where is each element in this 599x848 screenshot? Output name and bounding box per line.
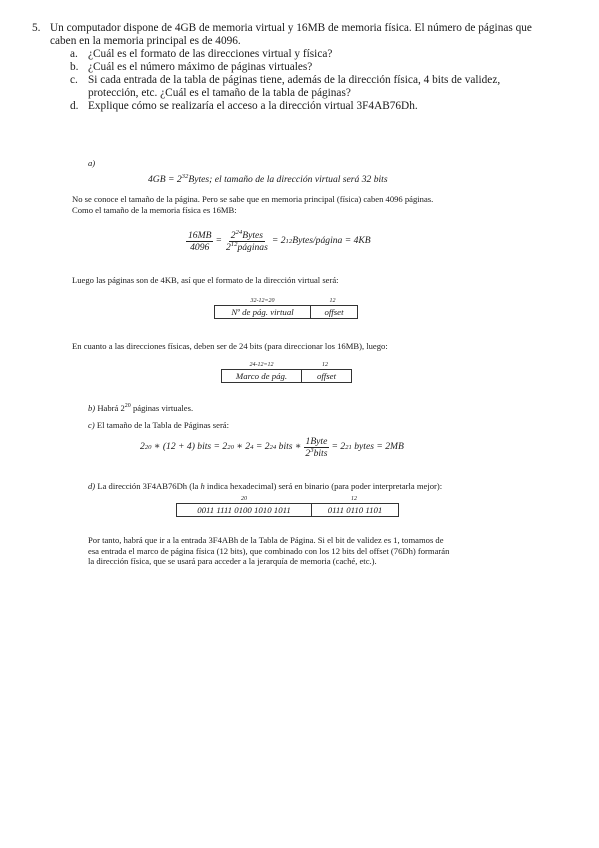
equation-page-size: $\frac{16MB}{4096}$ = $\frac{2^{24}Bytes}{2^{12}páginas}$ = 2 12 Bytes/página = 4KB xyxy=(188,228,371,253)
virtual-bits-vpn: 32-12=20 xyxy=(250,298,275,304)
paragraph-virtual-format: Luego las páginas son de 4KB, así que el formato de la dirección virtual será: xyxy=(72,275,339,285)
answer-c-label: c) xyxy=(88,420,95,430)
question-number: 5. xyxy=(32,22,41,34)
answer-b xyxy=(88,403,193,414)
virtual-address-format xyxy=(214,305,358,319)
physical-bits-frame: 24-12=12 xyxy=(249,362,274,368)
question-block xyxy=(20,22,560,113)
equation-4gb xyxy=(148,172,388,186)
paragraph-physical-format: En cuanto a las direcciones físicas, deben ser de 24 bits (para direccionar los 16MB), luego: xyxy=(72,341,388,351)
paragraph-line: Por tanto, habrá que ir a la entrada 3F4ABh de la Tabla de Página. Si el bit de validez es 1, tomamos de xyxy=(88,535,444,545)
fraction-bytes-pages xyxy=(224,230,270,253)
page-frame-field: Marco de pág. xyxy=(235,371,288,381)
item-text-line-1: Si cada entrada de la tabla de páginas tiene, además de la dirección física, 4 bits de validez, xyxy=(88,74,501,86)
eq-part: 2 xyxy=(230,230,236,241)
answer-c xyxy=(88,420,229,431)
paragraph-line: esa entrada el marco de página física (12 bits), que combinado con los 12 bits del offset (76Dh) formarán xyxy=(88,545,450,556)
binary-bits-offset: 12 xyxy=(351,496,357,502)
eq-exp: 12 xyxy=(230,240,238,248)
question-intro-line-2: caben en la memoria principal es de 4096. xyxy=(50,35,241,47)
answer-a-label: a) xyxy=(88,158,96,168)
eq-part: Bytes; el tamaño de la dirección virtual será 32 bits xyxy=(188,174,388,185)
answer-d-text: h xyxy=(200,481,205,491)
answer-b-label: b) xyxy=(88,403,96,413)
fraction-16mb-4096 xyxy=(186,230,213,253)
item-label: c. xyxy=(70,74,78,86)
answer-b-text: Habrá 2 xyxy=(97,403,125,413)
fraction-numerator: 1Byte xyxy=(305,436,328,447)
fraction-denominator: 4096 xyxy=(190,242,210,253)
eq-part: = 2 xyxy=(331,441,346,453)
item-text: ¿Cuál es el número máximo de páginas virtuales? xyxy=(88,61,313,73)
fraction-byte-bits xyxy=(303,436,329,459)
binary-offset-field: 0111 0110 1101 xyxy=(311,504,398,516)
fraction-denominator xyxy=(224,242,270,253)
physical-address-format xyxy=(221,369,352,383)
answer-d-text: La dirección 3F4AB76Dh (la xyxy=(97,481,199,491)
eq-part: páginas xyxy=(237,242,268,253)
eq-exp: 32 xyxy=(181,172,189,180)
fraction-denominator xyxy=(303,448,329,459)
equation-page-table-size: 2 20 ∗ (12 + 4) bits = 2 20 ∗ 2 4 = 2 24 bits ∗ $\frac{\text{1Byte}}{2^3bits}$ = 2 21 bytes = 2MB xyxy=(140,436,404,459)
eq-part: 4GB = 2 xyxy=(148,174,182,185)
eq-exp: 3 xyxy=(310,446,314,454)
item-label: d. xyxy=(70,100,79,112)
paragraph-line: Como el tamaño de la memoria física es 16MB: xyxy=(72,204,237,215)
virtual-offset-field: offset xyxy=(310,306,357,318)
eq-part: 2 xyxy=(140,441,145,453)
binary-vpn-field: 0011 1111 0100 1010 1011 xyxy=(197,505,291,515)
virtual-bits-offset: 12 xyxy=(329,298,336,304)
question-item-c xyxy=(70,74,560,100)
item-text: Explique cómo se realizaría el acceso a la dirección virtual 3F4AB76Dh. xyxy=(88,100,418,112)
eq-part: Bytes xyxy=(242,230,264,241)
eq-part: bits ∗ xyxy=(278,441,302,453)
eq-part: = 2 xyxy=(255,441,270,453)
answer-d-label: d) xyxy=(88,481,96,491)
eq-part: bits xyxy=(313,448,328,459)
item-label: b. xyxy=(70,61,79,73)
item-label: a. xyxy=(70,48,78,60)
binary-bits-vpn: 20 xyxy=(241,496,247,502)
eq-part: 2 xyxy=(305,448,311,459)
answer-d-text: indica hexadecimal) será en binario (para poder interpretarla mejor): xyxy=(206,481,443,491)
paragraph-page-size xyxy=(72,194,433,215)
eq-part: ∗ 2 xyxy=(236,441,251,453)
answer-b-exp: 20 xyxy=(124,403,131,410)
paragraph-line: No se conoce el tamaño de la página. Pero se sabe que en memoria principal (física) caben 4096 páginas. xyxy=(72,194,434,204)
question-item-d xyxy=(70,100,560,113)
eq-part: Bytes/página = 4KB xyxy=(292,235,371,247)
fraction-numerator: 16MB xyxy=(188,230,212,241)
answer-b-text: páginas virtuales. xyxy=(132,403,194,413)
answer-c-text: El tamaño de la Tabla de Páginas será: xyxy=(96,420,230,430)
question-item-a xyxy=(70,48,560,61)
eq-part: ∗ (12 + 4) bits = 2 xyxy=(153,441,228,453)
item-text-line-2: protección, etc. ¿Cuál es el tamaño de la tabla de páginas? xyxy=(88,87,351,99)
binary-address xyxy=(176,503,399,517)
item-text: ¿Cuál es el formato de las direcciones virtual y física? xyxy=(88,48,333,60)
virtual-page-number-field: Nº de pág. virtual xyxy=(231,307,294,317)
eq-part: = 2 xyxy=(271,235,286,247)
eq-exp: 24 xyxy=(235,228,243,236)
question-item-b xyxy=(70,61,560,74)
paragraph-line: la dirección física, que se usará para acceder a la jerarquía de memoria (caché, etc.). xyxy=(88,556,377,566)
question-intro xyxy=(50,22,560,48)
answer-d xyxy=(88,481,442,492)
physical-offset-field: offset xyxy=(301,370,351,382)
physical-bits-offset: 12 xyxy=(322,362,328,368)
eq-part: 2 xyxy=(225,242,231,253)
equals-sign: = xyxy=(215,235,222,247)
paragraph-conclusion xyxy=(88,535,548,567)
eq-part: bytes = 2MB xyxy=(354,441,404,453)
question-intro-line-1: Un computador dispone de 4GB de memoria virtual y 16MB de memoria física. El número de páginas que xyxy=(50,22,532,34)
